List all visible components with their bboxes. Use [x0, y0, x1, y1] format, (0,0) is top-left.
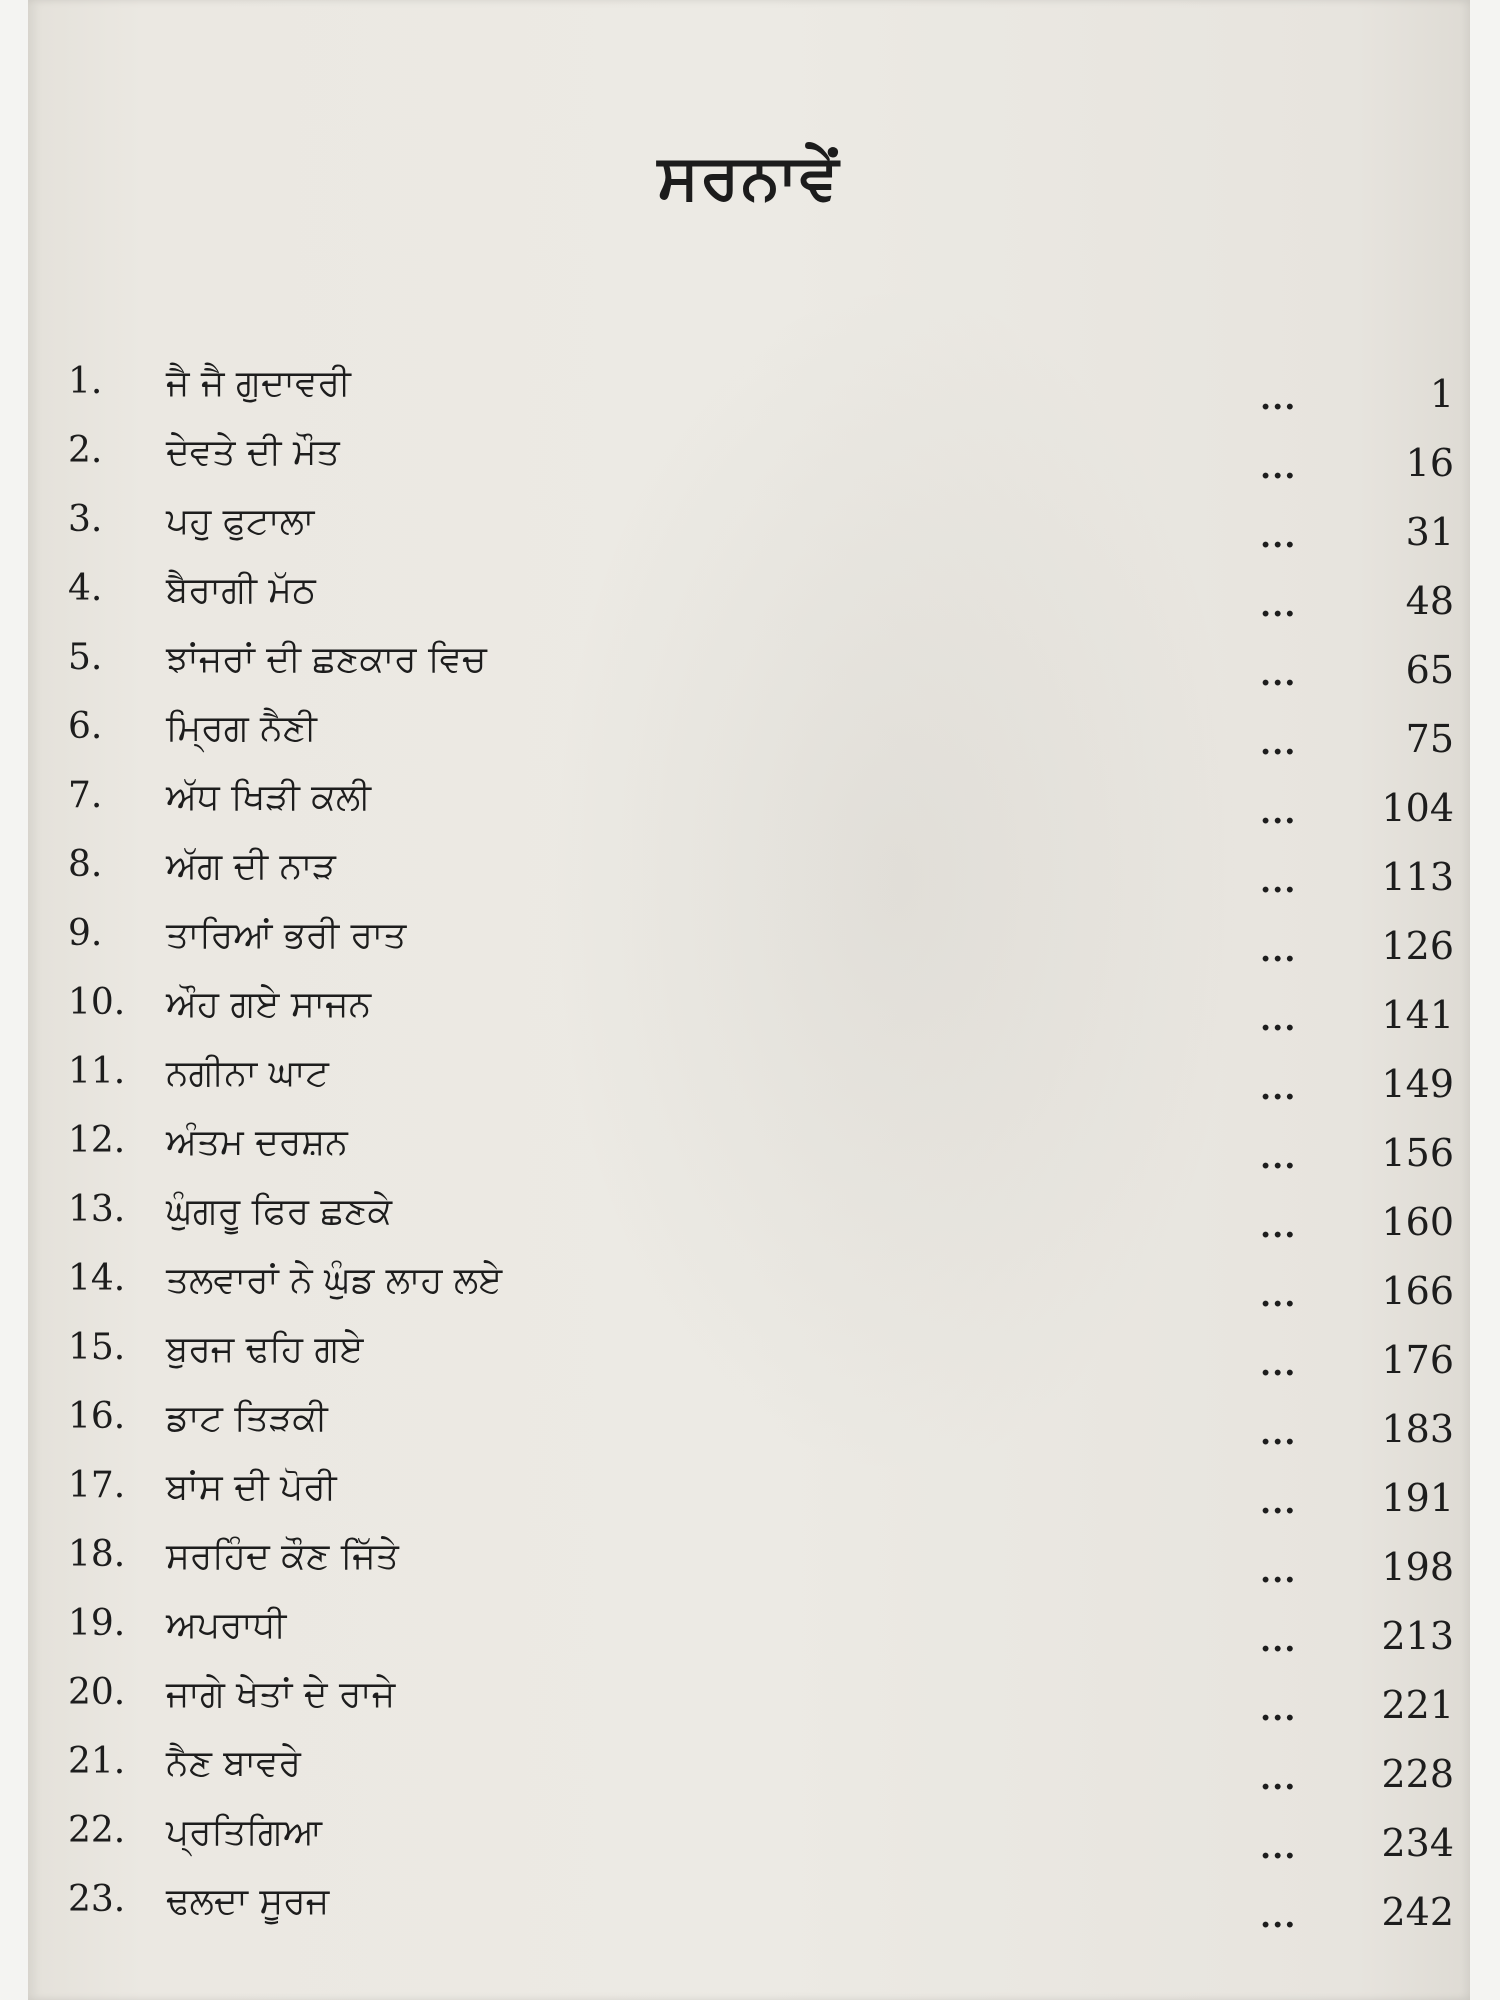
chapter-title: ਝਾਂਜਰਾਂ ਦੀ ਛਣਕਾਰ ਵਿਚ [166, 639, 487, 680]
page-number: 75 [1405, 717, 1454, 761]
leader-dots: ... [1260, 1759, 1297, 1797]
toc-entry[interactable] [28, 565, 1470, 634]
chapter-title: ਮ੍ਰਿਗ ਨੈਣੀ [166, 708, 317, 749]
toc-entry[interactable] [28, 1048, 1470, 1117]
leader-dots: ... [1260, 1276, 1297, 1314]
page-number: 234 [1381, 1821, 1454, 1865]
leader-dots: ... [1260, 1552, 1297, 1590]
chapter-title: ਤਲਵਾਰਾਂ ਨੇ ਘੁੰਡ ਲਾਹ ਲਏ [166, 1260, 503, 1301]
chapter-title: ਅੰਤਮ ਦਰਸ਼ਨ [166, 1122, 348, 1163]
leader-dots: ... [1260, 931, 1297, 969]
leader-dots: ... [1260, 1138, 1297, 1176]
chapter-number: 10. [68, 982, 126, 1023]
chapter-number: 8. [68, 844, 103, 885]
leader-dots: ... [1260, 379, 1297, 417]
toc-entry[interactable] [28, 772, 1470, 841]
page-number: 31 [1405, 510, 1454, 554]
toc-entry[interactable] [28, 634, 1470, 703]
chapter-title: ਜੈ ਜੈ ਗੁਦਾਵਰੀ [166, 363, 351, 404]
toc-entry[interactable] [28, 1462, 1470, 1531]
page-number: 166 [1381, 1269, 1454, 1313]
leader-dots: ... [1260, 1069, 1297, 1107]
chapter-title: ਡਾਟ ਤਿੜਕੀ [166, 1398, 328, 1439]
chapter-number: 7. [68, 775, 103, 816]
toc-entry[interactable] [28, 703, 1470, 772]
chapter-title: ਪਹੁ ਫੁਟਾਲਾ [166, 501, 315, 542]
chapter-number: 11. [68, 1051, 126, 1092]
page-number: 242 [1381, 1890, 1454, 1934]
toc-entry[interactable] [28, 1186, 1470, 1255]
leader-dots: ... [1260, 517, 1297, 555]
chapter-title: ਸਰਹਿੰਦ ਕੌਣ ਜਿੱਤੇ [166, 1536, 399, 1577]
chapter-number: 20. [68, 1672, 126, 1713]
page-number: 104 [1381, 786, 1454, 830]
chapter-title: ਨਗੀਨਾ ਘਾਟ [166, 1053, 329, 1094]
chapter-title: ਅਪਰਾਧੀ [166, 1605, 287, 1646]
toc-entry[interactable] [28, 1117, 1470, 1186]
page-number: 16 [1405, 441, 1454, 485]
leader-dots: ... [1260, 1828, 1297, 1866]
chapter-title: ਦੇਵਤੇ ਦੀ ਮੌਤ [166, 432, 340, 473]
chapter-number: 12. [68, 1120, 126, 1161]
chapter-number: 22. [68, 1810, 126, 1851]
toc-entry[interactable] [28, 979, 1470, 1048]
chapter-number: 3. [68, 499, 103, 540]
leader-dots: ... [1260, 1000, 1297, 1038]
toc-entry[interactable] [28, 1324, 1470, 1393]
chapter-number: 2. [68, 430, 103, 471]
toc-entry[interactable] [28, 1669, 1470, 1738]
chapter-title: ਬਾਂਸ ਦੀ ਪੋਰੀ [166, 1467, 337, 1508]
book-page [28, 0, 1470, 2000]
leader-dots: ... [1260, 1897, 1297, 1935]
page-number: 221 [1381, 1683, 1454, 1727]
leader-dots: ... [1260, 724, 1297, 762]
page-number: 198 [1381, 1545, 1454, 1589]
chapter-number: 23. [68, 1879, 126, 1920]
leader-dots: ... [1260, 586, 1297, 624]
chapter-title: ਅੱਧ ਖਿੜੀ ਕਲੀ [166, 777, 372, 818]
page-number: 160 [1381, 1200, 1454, 1244]
leader-dots: ... [1260, 1345, 1297, 1383]
page-number: 191 [1381, 1476, 1454, 1520]
toc-entry[interactable] [28, 1393, 1470, 1462]
page-number: 48 [1405, 579, 1454, 623]
page-number: 65 [1405, 648, 1454, 692]
page-number: 1 [1429, 372, 1454, 416]
toc-entry[interactable] [28, 1531, 1470, 1600]
page-number: 126 [1381, 924, 1454, 968]
page-number: 213 [1381, 1614, 1454, 1658]
toc-entry[interactable] [28, 358, 1470, 427]
page-number: 176 [1381, 1338, 1454, 1382]
chapter-title: ਔਹ ਗਏ ਸਾਜਨ [166, 984, 372, 1025]
leader-dots: ... [1260, 1690, 1297, 1728]
chapter-title: ਢਲਦਾ ਸੂਰਜ [166, 1881, 330, 1922]
leader-dots: ... [1260, 1414, 1297, 1452]
toc-entry[interactable] [28, 1876, 1470, 1945]
chapter-number: 15. [68, 1327, 126, 1368]
chapter-number: 14. [68, 1258, 126, 1299]
chapter-title: ਅੱਗ ਦੀ ਨਾੜ [166, 846, 336, 887]
toc-entry[interactable] [28, 1807, 1470, 1876]
chapter-number: 9. [68, 913, 103, 954]
chapter-title: ਪ੍ਰਤਿਗਿਆ [166, 1812, 322, 1853]
chapter-number: 18. [68, 1534, 126, 1575]
page-number: 113 [1381, 855, 1454, 899]
leader-dots: ... [1260, 1483, 1297, 1521]
leader-dots: ... [1260, 655, 1297, 693]
chapter-number: 19. [68, 1603, 126, 1644]
page-number: 183 [1381, 1407, 1454, 1451]
chapter-title: ਘੁੰਗਰੂ ਫਿਰ ਛਣਕੇ [166, 1191, 393, 1232]
chapter-number: 16. [68, 1396, 126, 1437]
page-number: 149 [1381, 1062, 1454, 1106]
page-number: 141 [1381, 993, 1454, 1037]
leader-dots: ... [1260, 1621, 1297, 1659]
chapter-title: ਬੈਰਾਗੀ ਮੱਠ [166, 570, 316, 611]
leader-dots: ... [1260, 448, 1297, 486]
toc-entry[interactable] [28, 910, 1470, 979]
chapter-number: 1. [68, 361, 103, 402]
toc-entry[interactable] [28, 427, 1470, 496]
toc-entry[interactable] [28, 1600, 1470, 1669]
page-title: ਸਰਨਾਵੇਂ [657, 140, 841, 213]
chapter-title: ਨੈਣ ਬਾਵਰੇ [166, 1743, 301, 1784]
toc-entry[interactable] [28, 1255, 1470, 1324]
chapter-title: ਬੁਰਜ ਢਹਿ ਗਏ [166, 1329, 364, 1370]
leader-dots: ... [1260, 862, 1297, 900]
toc-entry[interactable] [28, 496, 1470, 565]
chapter-title: ਤਾਰਿਆਂ ਭਰੀ ਰਾਤ [166, 915, 407, 956]
chapter-number: 13. [68, 1189, 126, 1230]
page-number: 228 [1381, 1752, 1454, 1796]
leader-dots: ... [1260, 793, 1297, 831]
table-of-contents [28, 358, 1470, 1945]
chapter-title: ਜਾਗੇ ਖੇਤਾਂ ਦੇ ਰਾਜੇ [166, 1674, 396, 1715]
toc-entry[interactable] [28, 1738, 1470, 1807]
chapter-number: 4. [68, 568, 103, 609]
chapter-number: 6. [68, 706, 103, 747]
chapter-number: 21. [68, 1741, 126, 1782]
chapter-number: 17. [68, 1465, 126, 1506]
chapter-number: 5. [68, 637, 103, 678]
leader-dots: ... [1260, 1207, 1297, 1245]
page-number: 156 [1381, 1131, 1454, 1175]
toc-entry[interactable] [28, 841, 1470, 910]
